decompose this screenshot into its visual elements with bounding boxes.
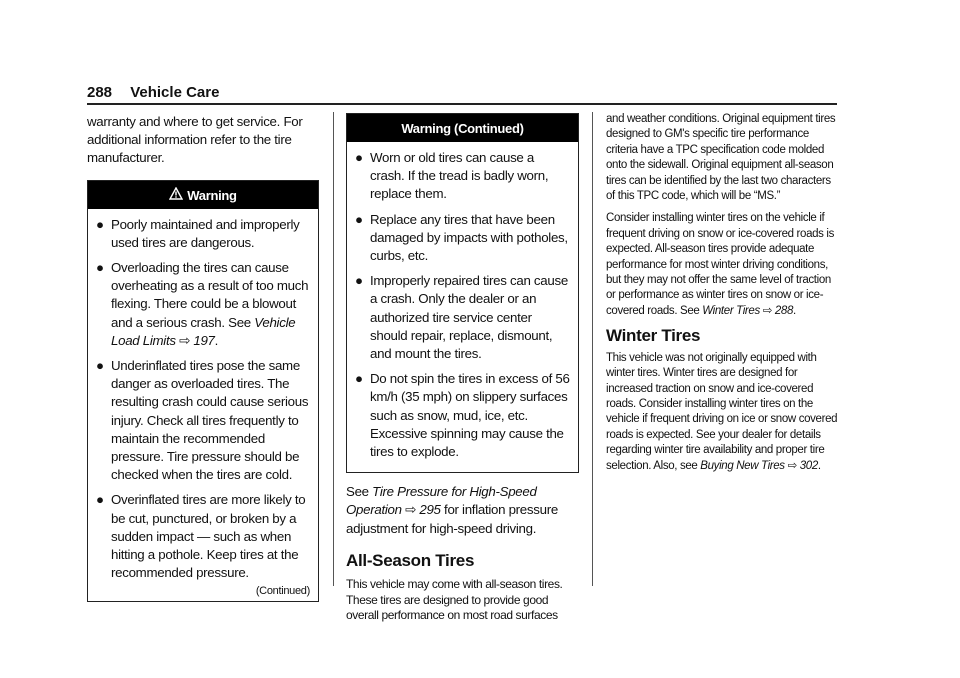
- intro-paragraph: warranty and where to get service. For additional information refer to the tire manufacturer.: [87, 114, 303, 166]
- warning-body: [88, 209, 318, 602]
- cross-reference-link[interactable]: Tire Pressure for High-Speed Operation: [346, 484, 537, 518]
- warning-body: [347, 142, 578, 472]
- column-2: [346, 113, 579, 624]
- bullet-dot-icon: ●: [355, 371, 363, 387]
- column-divider-1: [333, 112, 334, 586]
- warning-title: Warning: [187, 187, 237, 203]
- bullet-dot-icon: ●: [355, 273, 363, 289]
- body-paragraph: This vehicle may come with all-season tires. These tires are designed to provide good overall performance on most road surfaces: [346, 577, 563, 623]
- section-heading: Winter Tires: [606, 326, 701, 346]
- page-header: [87, 84, 219, 101]
- body-paragraph: [606, 211, 839, 319]
- see-text: See: [346, 484, 373, 500]
- bullet-dot-icon: ●: [355, 211, 363, 227]
- bullet-dot-icon: ●: [96, 492, 104, 508]
- sentence-end: .: [817, 459, 821, 472]
- cross-reference-link[interactable]: Winter Tires: [702, 304, 760, 317]
- warning-item: [355, 272, 570, 363]
- body-paragraph: and weather conditions. Original equipment tires designed to GM's specific tire performance criteria have a TPC specification code molded onto the sidewall. Original equipment all-season tires can be identified by the last two characters of this TPC code, which will be “MS.”: [606, 113, 836, 203]
- warning-item-text: Do not spin the tires in excess of 56 km/h (35 mph) on slippery surfaces such as snow, mud, ice, etc. Excessive spinning may cause the tires to explode.: [370, 371, 570, 460]
- warning-box: [87, 180, 319, 603]
- section-title: Vehicle Care: [130, 84, 220, 101]
- column-3: [606, 112, 839, 481]
- header-rule: [87, 103, 837, 105]
- warning-item: [96, 491, 310, 582]
- section-heading: All-Season Tires: [346, 550, 475, 570]
- see-text-end: for inflation pressure adjustment for high-speed driving.: [346, 502, 558, 536]
- cross-reference-link[interactable]: Vehicle Load Limits: [111, 314, 296, 348]
- warning-item-text: Underinflated tires pose the same danger as overloaded tires. The resulting crash could cause serious injury. Check all tires frequently to maintain the recommended pressure. Tire pressure should be checked when the tires are cold.: [111, 358, 309, 483]
- warning-item: [96, 259, 310, 350]
- page-reference-arrow-icon: ⇨: [179, 332, 190, 348]
- warning-item-text: Overloading the tires can cause overheating as a result of too much flexing. There could be a blowout and a serious crash. See: [111, 260, 309, 330]
- continued-label: (Continued): [255, 585, 310, 598]
- warning-item-text: Improperly repaired tires can cause a crash. Only the dealer or an authorized tire service center should repair, replace, dismount, and mount the tires.: [370, 273, 568, 362]
- warning-item-text: Overinflated tires are more likely to be cut, punctured, or broken by a sudden impact — such as when hitting a pothole. Keep tires at the recommended pressure.: [111, 492, 306, 581]
- page-reference-number[interactable]: 197: [193, 332, 215, 348]
- warning-item: [96, 357, 310, 484]
- see-paragraph: [346, 483, 579, 538]
- column-divider-2: [592, 112, 593, 586]
- warning-header: Warning (Continued): [347, 114, 578, 142]
- paragraph-text: This vehicle was not originally equipped with winter tires. Winter tires are designed for increased traction on snow and ice-covered roads. Consider installing winter tires on the vehicle if frequent driving on ice or snow covered roads is expected. See your dealer for details regarding winter tire availability and proper tire selection. Also, see: [606, 351, 838, 472]
- page-number: 288: [87, 84, 113, 101]
- column-1: [87, 113, 319, 602]
- page-reference-arrow-icon: ⇨: [762, 304, 773, 317]
- sentence-end: .: [793, 304, 796, 317]
- sentence-end: .: [214, 332, 219, 348]
- warning-item-text: Worn or old tires can cause a crash. If the tread is badly worn, replace them.: [370, 150, 549, 202]
- page-reference-number[interactable]: 302: [799, 459, 818, 472]
- warning-item: [355, 149, 570, 204]
- warning-item-text: Replace any tires that have been damaged by impacts with potholes, curbs, etc.: [370, 211, 568, 264]
- warning-triangle-icon: [169, 181, 183, 211]
- warning-item: [355, 211, 570, 266]
- warning-header: [88, 181, 318, 209]
- page-reference-number[interactable]: 295: [419, 502, 441, 518]
- warning-item: [96, 216, 310, 252]
- warning-box-continued: [346, 113, 579, 473]
- bullet-dot-icon: ●: [355, 150, 363, 165]
- page-reference-arrow-icon: ⇨: [787, 459, 797, 472]
- page-reference-arrow-icon: ⇨: [405, 502, 416, 518]
- bullet-dot-icon: ●: [96, 260, 104, 276]
- bullet-dot-icon: ●: [96, 358, 104, 374]
- cross-reference-link[interactable]: Buying New Tires: [700, 459, 785, 472]
- warning-item-text: Poorly maintained and improperly used tires are dangerous.: [111, 216, 300, 250]
- warning-item: [355, 370, 570, 461]
- paragraph-text: Consider installing winter tires on the vehicle if frequent driving on snow or ice-covered roads is expected. All-season tires provide adequate performance for most winter driving conditions, but they may not offer the same level of traction or performance as winter tires on snow or ice-covered roads. See: [606, 212, 835, 317]
- page-reference-number[interactable]: 288: [774, 304, 794, 317]
- bullet-dot-icon: ●: [96, 216, 104, 232]
- body-paragraph: [606, 351, 839, 474]
